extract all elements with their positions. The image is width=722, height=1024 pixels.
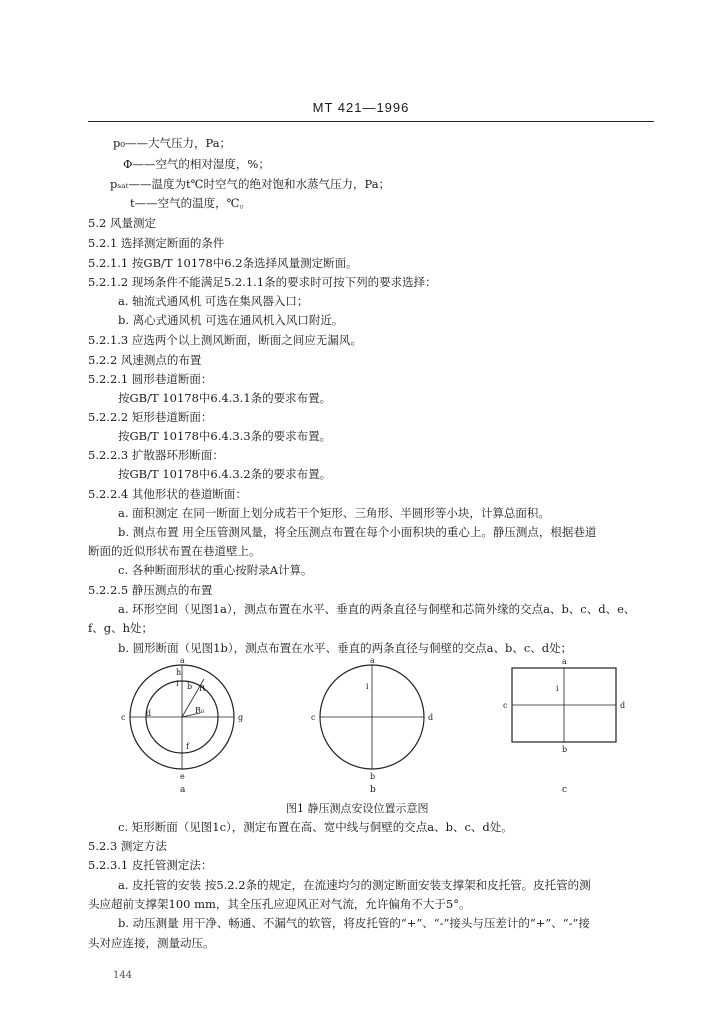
label-d: d — [428, 713, 434, 722]
label-i: i — [556, 684, 559, 693]
section-5-2-1-3: 5.2.1.3 应选两个以上测风断面，断面之间应无漏风。 — [88, 333, 362, 347]
definition-p0: p₀——大气压力，Pa； — [113, 136, 232, 150]
figure-c-rectangular — [503, 657, 625, 795]
label-a: a — [370, 656, 375, 665]
item-pitot-install: a. 皮托管的安装 按5.2.2条的规定，在流速均匀的测定断面安装支撑架和皮托管。皮托管的测 — [118, 878, 591, 892]
definition-phi: Φ——空气的相对湿度，%； — [123, 157, 270, 171]
label-g: g — [238, 713, 244, 722]
label-c: c — [311, 713, 316, 722]
text-round-roadway: 按GB/T 10178中6.4.3.1条的要求布置。 — [118, 391, 332, 405]
figure-b-circular — [311, 656, 433, 795]
item-point-layout: b. 测点布置 用全压管测风量，将全压测点布置在每个小面积块的重心上。静压测点，根据巷道 — [118, 525, 597, 539]
subcaption-b: b — [370, 785, 376, 795]
label-d: d — [146, 709, 152, 718]
item-annular-cont: f、g、h处； — [88, 621, 154, 635]
label-i: i — [176, 679, 179, 688]
item-dynamic-pressure-cont: 头对应连接，测量动压。 — [88, 936, 215, 950]
section-5-2-2-4: 5.2.2.4 其他形状的巷道断面： — [88, 487, 247, 501]
section-5-2: 5.2 风量测定 — [88, 216, 156, 230]
label-R: R — [199, 684, 206, 693]
item-centrifugal-fan: b. 离心式通风机 可选在通风机入风口附近。 — [118, 313, 344, 327]
section-5-2-3: 5.2.3 测定方法 — [88, 839, 167, 853]
item-point-layout-cont: 断面的近似形状布置在巷道壁上。 — [88, 544, 261, 558]
section-5-2-2-3: 5.2.2.3 扩散器环形断面： — [88, 448, 224, 462]
section-5-2-1: 5.2.1 选择测定断面的条件 — [88, 236, 225, 250]
section-5-2-1-1: 5.2.1.1 按GB/T 10178中6.2条选择风量测定断面。 — [88, 256, 358, 270]
label-b: b — [370, 772, 376, 781]
label-R0: R₀ — [195, 706, 205, 715]
subcaption-a: a — [180, 785, 186, 795]
figure-caption: 图1 静压测点安设位置示意图 — [286, 802, 429, 815]
page-number: 144 — [113, 970, 133, 981]
item-axial-fan: a. 轴流式通风机 可选在集风器入口； — [118, 294, 309, 308]
definition-psat: pₛₐₜ——温度为t℃时空气的绝对饱和水蒸气压力，Pa； — [110, 177, 391, 191]
section-5-2-3-1: 5.2.3.1 皮托管测定法： — [88, 858, 213, 872]
label-a: a — [562, 657, 567, 666]
label-b: b — [187, 682, 193, 691]
figure-a-annular — [121, 656, 243, 795]
label-d: d — [620, 701, 626, 710]
page-header: MT 421—1996 — [312, 100, 410, 115]
item-rectangular: c. 矩形断面（见图1c），测定布置在高、宽中线与侗壁的交点a、b、c、d处。 — [118, 820, 513, 834]
header-rule — [88, 121, 654, 122]
section-5-2-2-5: 5.2.2.5 静压测点的布置 — [88, 583, 213, 597]
section-5-2-2-1: 5.2.2.1 圆形巷道断面： — [88, 372, 213, 386]
label-c: c — [503, 701, 508, 710]
figure-1 — [0, 655, 722, 805]
text-diffuser: 按GB/T 10178中6.4.3.2条的要求布置。 — [118, 467, 332, 481]
item-dynamic-pressure: b. 动压测量 用干净、畅通、不漏气的软管，将皮托管的“+”、“-”接头与压差计的“+”、“-”接 — [118, 916, 590, 930]
label-e: e — [180, 772, 185, 781]
subcaption-c: c — [562, 785, 568, 795]
label-i: i — [366, 682, 369, 691]
section-5-2-1-2: 5.2.1.2 现场条件不能满足5.2.1.1条的要求时可按下列的要求选择： — [88, 275, 437, 289]
label-b: b — [562, 745, 568, 754]
section-5-2-2-2: 5.2.2.2 矩形巷道断面： — [88, 410, 213, 424]
item-centroid: c. 各种断面形状的重心按附录A计算。 — [118, 563, 313, 577]
item-area-measure: a. 面积测定 在同一断面上划分成若干个矩形、三角形、半圆形等小块，计算总面积。 — [118, 506, 550, 520]
label-a: a — [180, 656, 185, 665]
definition-t: t——空气的温度，℃。 — [130, 196, 251, 210]
section-5-2-2: 5.2.2 风速测点的布置 — [88, 353, 202, 367]
text-rect-roadway: 按GB/T 10178中6.4.3.3条的要求布置。 — [118, 429, 332, 443]
item-circular: b. 圆形断面（见图1b），测点布置在水平、垂直的两条直径与侗壁的交点a、b、c、d处； — [118, 641, 573, 655]
label-h: h — [176, 668, 182, 677]
label-c: c — [121, 713, 126, 722]
item-pitot-install-cont: 头应超前支撑架100 mm，其全压孔应迎风正对气流，允许偏角不大于5°。 — [88, 897, 471, 911]
item-annular: a. 环形空间（见图1a），测点布置在水平、垂直的两条直径与侗壁和芯筒外缘的交点a、b、c、d、e、 — [118, 602, 636, 616]
label-f: f — [186, 742, 189, 751]
